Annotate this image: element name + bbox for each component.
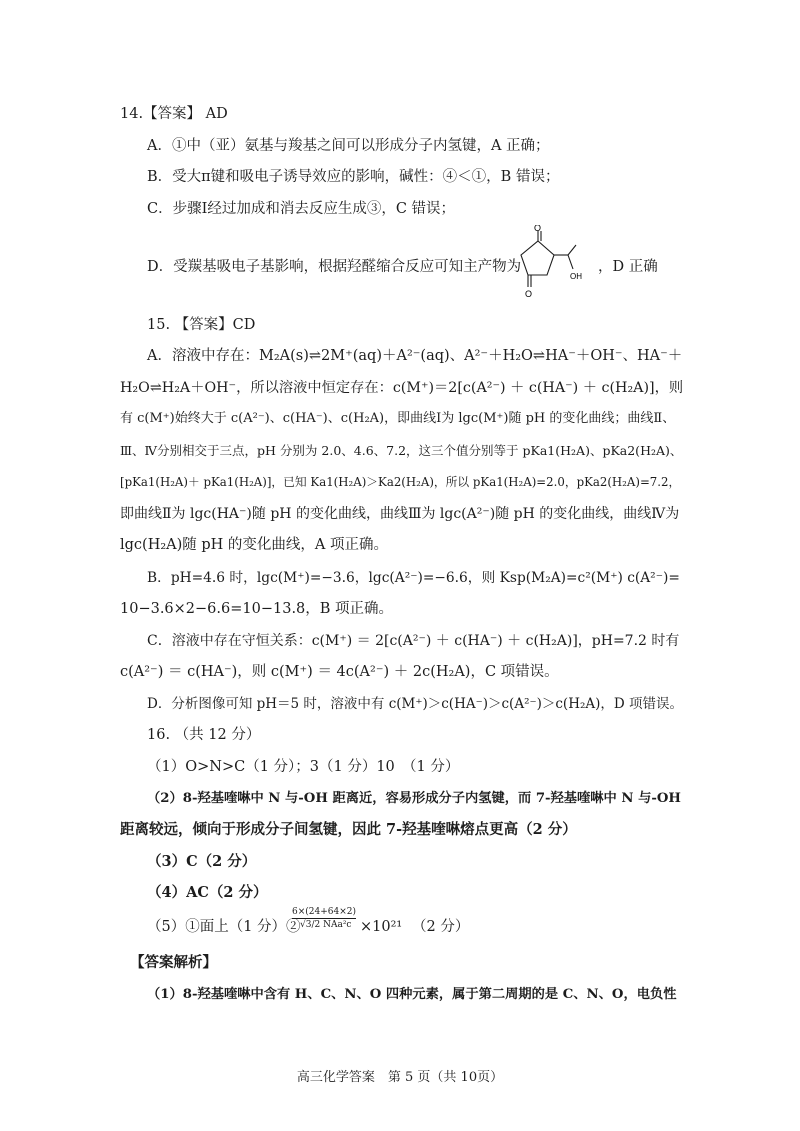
q14-option-c: C．步骤Ⅰ经过加成和消去反应生成③，C 错误； [147, 201, 456, 217]
q15-line: c(A²⁻) ＝ c(HA⁻)，则 c(M⁺) ＝ 4c(A²⁻) ＋ 2c(H₂A)，C 项错误。 [120, 664, 559, 680]
q15-line: 10−3.6×2−6.6=10−13.8，B 项正确。 [120, 601, 394, 617]
q16-part-5-prefix: （5）①面上（1 分）② [147, 919, 301, 935]
q15-line: lgc(H₂A)随 pH 的变化曲线，A 项正确。 [120, 537, 389, 553]
q15-line: [pKa1(H₂A)＋ pKa1(H₂A)]，已知 Ka1(H₂A)＞Ka2(H₂A)，所以 pKa1(H₂A)=2.0，pKa2(H₂A)=7.2， [120, 475, 681, 489]
q14-option-d-conclusion: ，D 正确 [598, 259, 658, 275]
q15-line: C．溶液中存在守恒关系：c(M⁺) ＝ 2[c(A²⁻) ＋ c(HA⁻) ＋ c(H₂A)]，pH=7.2 时有 [147, 633, 680, 649]
q15-line: D．分析图像可知 pH＝5 时，溶液中有 c(M⁺)＞c(HA⁻)＞c(A²⁻)＞c(H₂A)，D 项错误。 [147, 696, 684, 712]
q14-option-d: D．受羰基吸电子基影响，根据羟醛缩合反应可知主产物为 [147, 259, 522, 275]
q15-line: Ⅲ、Ⅳ分别相交于三点，pH 分别为 2.0、4.6、7.2，这三个值分别等于 pKa1(H₂A)、pKa2(H₂A)、 [120, 443, 683, 458]
q16-part-1: （1）O>N>C（1 分）；3（1 分）10 （1 分） [147, 759, 460, 775]
q15-line: 即曲线Ⅱ为 lgc(HA⁻)随 pH 的变化曲线，曲线Ⅲ为 lgc(A²⁻)随 pH 的变化曲线，曲线Ⅳ为 [120, 506, 680, 522]
formula-multiplier: ×10²¹ [360, 919, 403, 935]
carbonyl-o-top-label: O [534, 225, 542, 233]
carbonyl-o-bottom-label: O [525, 289, 533, 299]
q16-part-4: （4）AC（2 分） [147, 884, 268, 901]
q15-line: A．溶液中存在：M₂A(s)⇌2M⁺(aq)＋A²⁻(aq)、A²⁻＋H₂O⇌HA⁻＋OH⁻、HA⁻＋ [147, 348, 683, 364]
q16-part-2: （2）8-羟基喹啉中 N 与-OH 距离近，容易形成分子内氢键，而 7-羟基喹啉中 N 与-OH [147, 791, 681, 806]
q15-line: B．pH=4.6 时，lgc(M⁺)=−3.6，lgc(A²⁻)=−6.6，则 Ksp(M₂A)=c²(M⁺) c(A²⁻)= [147, 570, 680, 586]
formula-numerator: 6×(24+64×2) [292, 907, 357, 917]
analysis-part-1: （1）8-羟基喹啉中含有 H、C、N、O 四种元素，属于第二周期的是 C、N、O，电负性 [147, 987, 677, 1002]
q16-part-5-score: （2 分） [412, 919, 470, 935]
q16-part-3: （3）C（2 分） [147, 853, 257, 870]
cyclopentanedione-structure-diagram [512, 225, 598, 309]
q15-heading: 15. 【答案】CD [147, 317, 256, 333]
q16-part-2-continued: 距离较远，倾向于形成分子间氢键，因此 7-羟基喹啉熔点更高（2 分） [120, 821, 577, 838]
q14-option-b: B．受大π键和吸电子诱导效应的影响，碱性：④＜①，B 错误； [147, 169, 560, 185]
page-footer: 高三化学答案 第 5 页（共 10页） [296, 1070, 504, 1085]
analysis-heading: 【答案解析】 [130, 954, 217, 971]
density-formula-fraction [292, 907, 358, 933]
formula-denominator: √3/2 NAa²c [300, 920, 352, 930]
q14-heading: 14.【答案】 AD [120, 106, 228, 122]
q15-line: 有 c(M⁺)始终大于 c(A²⁻)、c(HA⁻)、c(H₂A)，即曲线Ⅰ为 lgc(M⁺)随 pH 的变化曲线；曲线Ⅱ、 [120, 411, 676, 426]
q16-heading: 16. （共 12 分） [147, 727, 261, 743]
q15-line: H₂O⇌H₂A＋OH⁻，所以溶液中恒定存在：c(M⁺)＝2[c(A²⁻) ＋ c(HA⁻) ＋ c(H₂A)]，则 [120, 380, 684, 396]
fraction-bar [292, 918, 356, 919]
q14-option-a: A．①中（亚）氨基与羧基之间可以形成分子内氢键，A 正确； [147, 138, 550, 154]
hydroxyl-label: OH [570, 272, 582, 281]
